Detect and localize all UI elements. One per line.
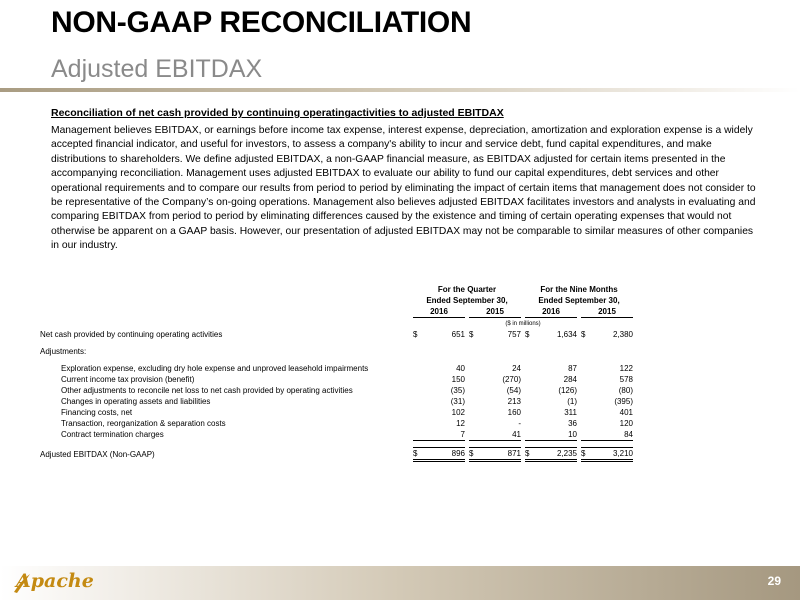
- cell-value: 1,634: [556, 330, 577, 339]
- title-divider: [0, 88, 800, 92]
- row-label: Other adjustments to reconcile net loss to net cash provided by operating activities: [61, 386, 353, 395]
- description-paragraph: Management believes EBITDAX, or earnings before income tax expense, interest expense, depreciation, amortization and exploration expense is a widely accepted financial indicator, and useful for investors, to assess a company's ability to incur and service debt, fund capital expenditures, and make distributions to shareholders. We define adjusted EBITDAX, a non-GAAP financial measure, as EBITDAX adjusted for certain items presented in the accompanying reconciliation. Management uses adjusted EBITDAX to evaluate our ability to fund our capital expenditures, debt services and other operational requirements and to compare our results from period to period by eliminating the impact of certain items that management does not consider to be representative of the Company’s on-going operations. Management also believes adjusted EBITDAX facilitates investors and analysts in evaluating and comparing EBITDAX from period to period by eliminating differences caused by the existence and timing of certain operating expenses that would not otherwise be apparent on a GAAP basis. However, our presentation of adjusted EBITDAX may not be comparable to similar measures of other companies in our industry.: [51, 125, 756, 252]
- currency-symbol: $: [413, 448, 425, 461]
- group-header-quarter: For the Quarter: [437, 285, 497, 294]
- row-label: Net cash provided by continuing operating activities: [40, 330, 223, 339]
- cell-value: 578: [619, 375, 633, 384]
- row-label: Changes in operating assets and liabilities: [61, 397, 211, 406]
- adjustments-label: Adjustments:: [40, 347, 87, 356]
- table-row: [40, 418, 633, 429]
- table-row: [40, 396, 633, 407]
- cell-value: 24: [512, 364, 521, 373]
- cell-value: 757: [507, 330, 521, 339]
- group-subheader-quarter: Ended September 30,: [426, 296, 508, 305]
- cell-value: 284: [563, 375, 577, 384]
- cell-value: 41: [481, 429, 521, 441]
- year-header: 2016: [413, 306, 465, 318]
- row-label: Exploration expense, excluding dry hole expense and unproved leasehold impairments: [61, 364, 369, 373]
- row-label: Transaction, reorganization & separation costs: [61, 419, 226, 428]
- currency-symbol: $: [469, 330, 474, 339]
- row-label: Current income tax provision (benefit): [61, 375, 195, 384]
- page-title: NON-GAAP RECONCILIATION: [51, 6, 472, 39]
- group-header-nine-months: For the Nine Months: [540, 285, 618, 294]
- year-header: 2015: [581, 306, 633, 318]
- footer-bar: [0, 566, 800, 600]
- cell-value: (270): [502, 375, 521, 384]
- table-row: [40, 374, 633, 385]
- row-label: Contract termination charges: [61, 430, 164, 440]
- cell-value: 651: [451, 330, 465, 339]
- cell-value: 160: [507, 408, 521, 417]
- page-subtitle: Adjusted EBITDAX: [51, 55, 263, 83]
- cell-value: 401: [619, 408, 633, 417]
- cell-value: 2,380: [612, 330, 633, 339]
- cell-value: (1): [567, 397, 577, 406]
- table-group-header-row: [40, 284, 633, 295]
- table-row: [40, 407, 633, 418]
- total-value: 871: [481, 448, 521, 461]
- cell-value: 7: [425, 429, 465, 441]
- total-value: 896: [425, 448, 465, 461]
- cell-value: 36: [568, 419, 577, 428]
- cell-value: (54): [506, 386, 521, 395]
- units-row: [40, 318, 633, 330]
- total-value: 2,235: [537, 448, 577, 461]
- table-row: [40, 429, 633, 441]
- cell-value: 12: [456, 419, 465, 428]
- cell-value: 122: [619, 364, 633, 373]
- year-header: 2016: [525, 306, 577, 318]
- table-year-header-row: [40, 306, 633, 318]
- row-label: Financing costs, net: [61, 408, 133, 417]
- reconciliation-table: [40, 284, 633, 462]
- cell-value: (35): [450, 386, 465, 395]
- currency-symbol: $: [469, 448, 481, 461]
- table-row: [40, 346, 633, 357]
- table-row: [40, 385, 633, 396]
- cell-value: 120: [619, 419, 633, 428]
- group-subheader-nine-months: Ended September 30,: [538, 296, 620, 305]
- currency-symbol: $: [525, 448, 537, 461]
- cell-value: 150: [451, 375, 465, 384]
- cell-value: 10: [537, 429, 577, 441]
- cell-value: -: [518, 419, 521, 428]
- units-label: ($ in millions): [505, 320, 541, 327]
- cell-value: 84: [593, 429, 633, 441]
- page-number: 29: [767, 574, 781, 588]
- cell-value: (31): [450, 397, 465, 406]
- currency-symbol: $: [525, 330, 530, 339]
- total-label: Adjusted EBITDAX (Non-GAAP): [40, 449, 155, 459]
- cell-value: (80): [618, 386, 633, 395]
- cell-value: (126): [558, 386, 577, 395]
- cell-value: 311: [564, 408, 577, 417]
- year-header: 2015: [469, 306, 521, 318]
- currency-symbol: $: [581, 448, 593, 461]
- cell-value: (395): [614, 397, 633, 406]
- cell-value: 87: [568, 364, 577, 373]
- table-row: [40, 363, 633, 374]
- table-row: [40, 329, 633, 340]
- section-heading: Reconciliation of net cash provided by continuing operatingactivities to adjusted EBITDAX: [51, 107, 504, 119]
- currency-symbol: $: [581, 330, 586, 339]
- cell-value: 40: [456, 364, 465, 373]
- cell-value: 102: [451, 408, 465, 417]
- table-group-header-row: [40, 295, 633, 306]
- total-value: 3,210: [593, 448, 633, 461]
- cell-value: 213: [507, 397, 521, 406]
- total-row: [40, 448, 633, 461]
- currency-symbol: $: [413, 330, 418, 339]
- company-logo: Apache: [16, 570, 94, 592]
